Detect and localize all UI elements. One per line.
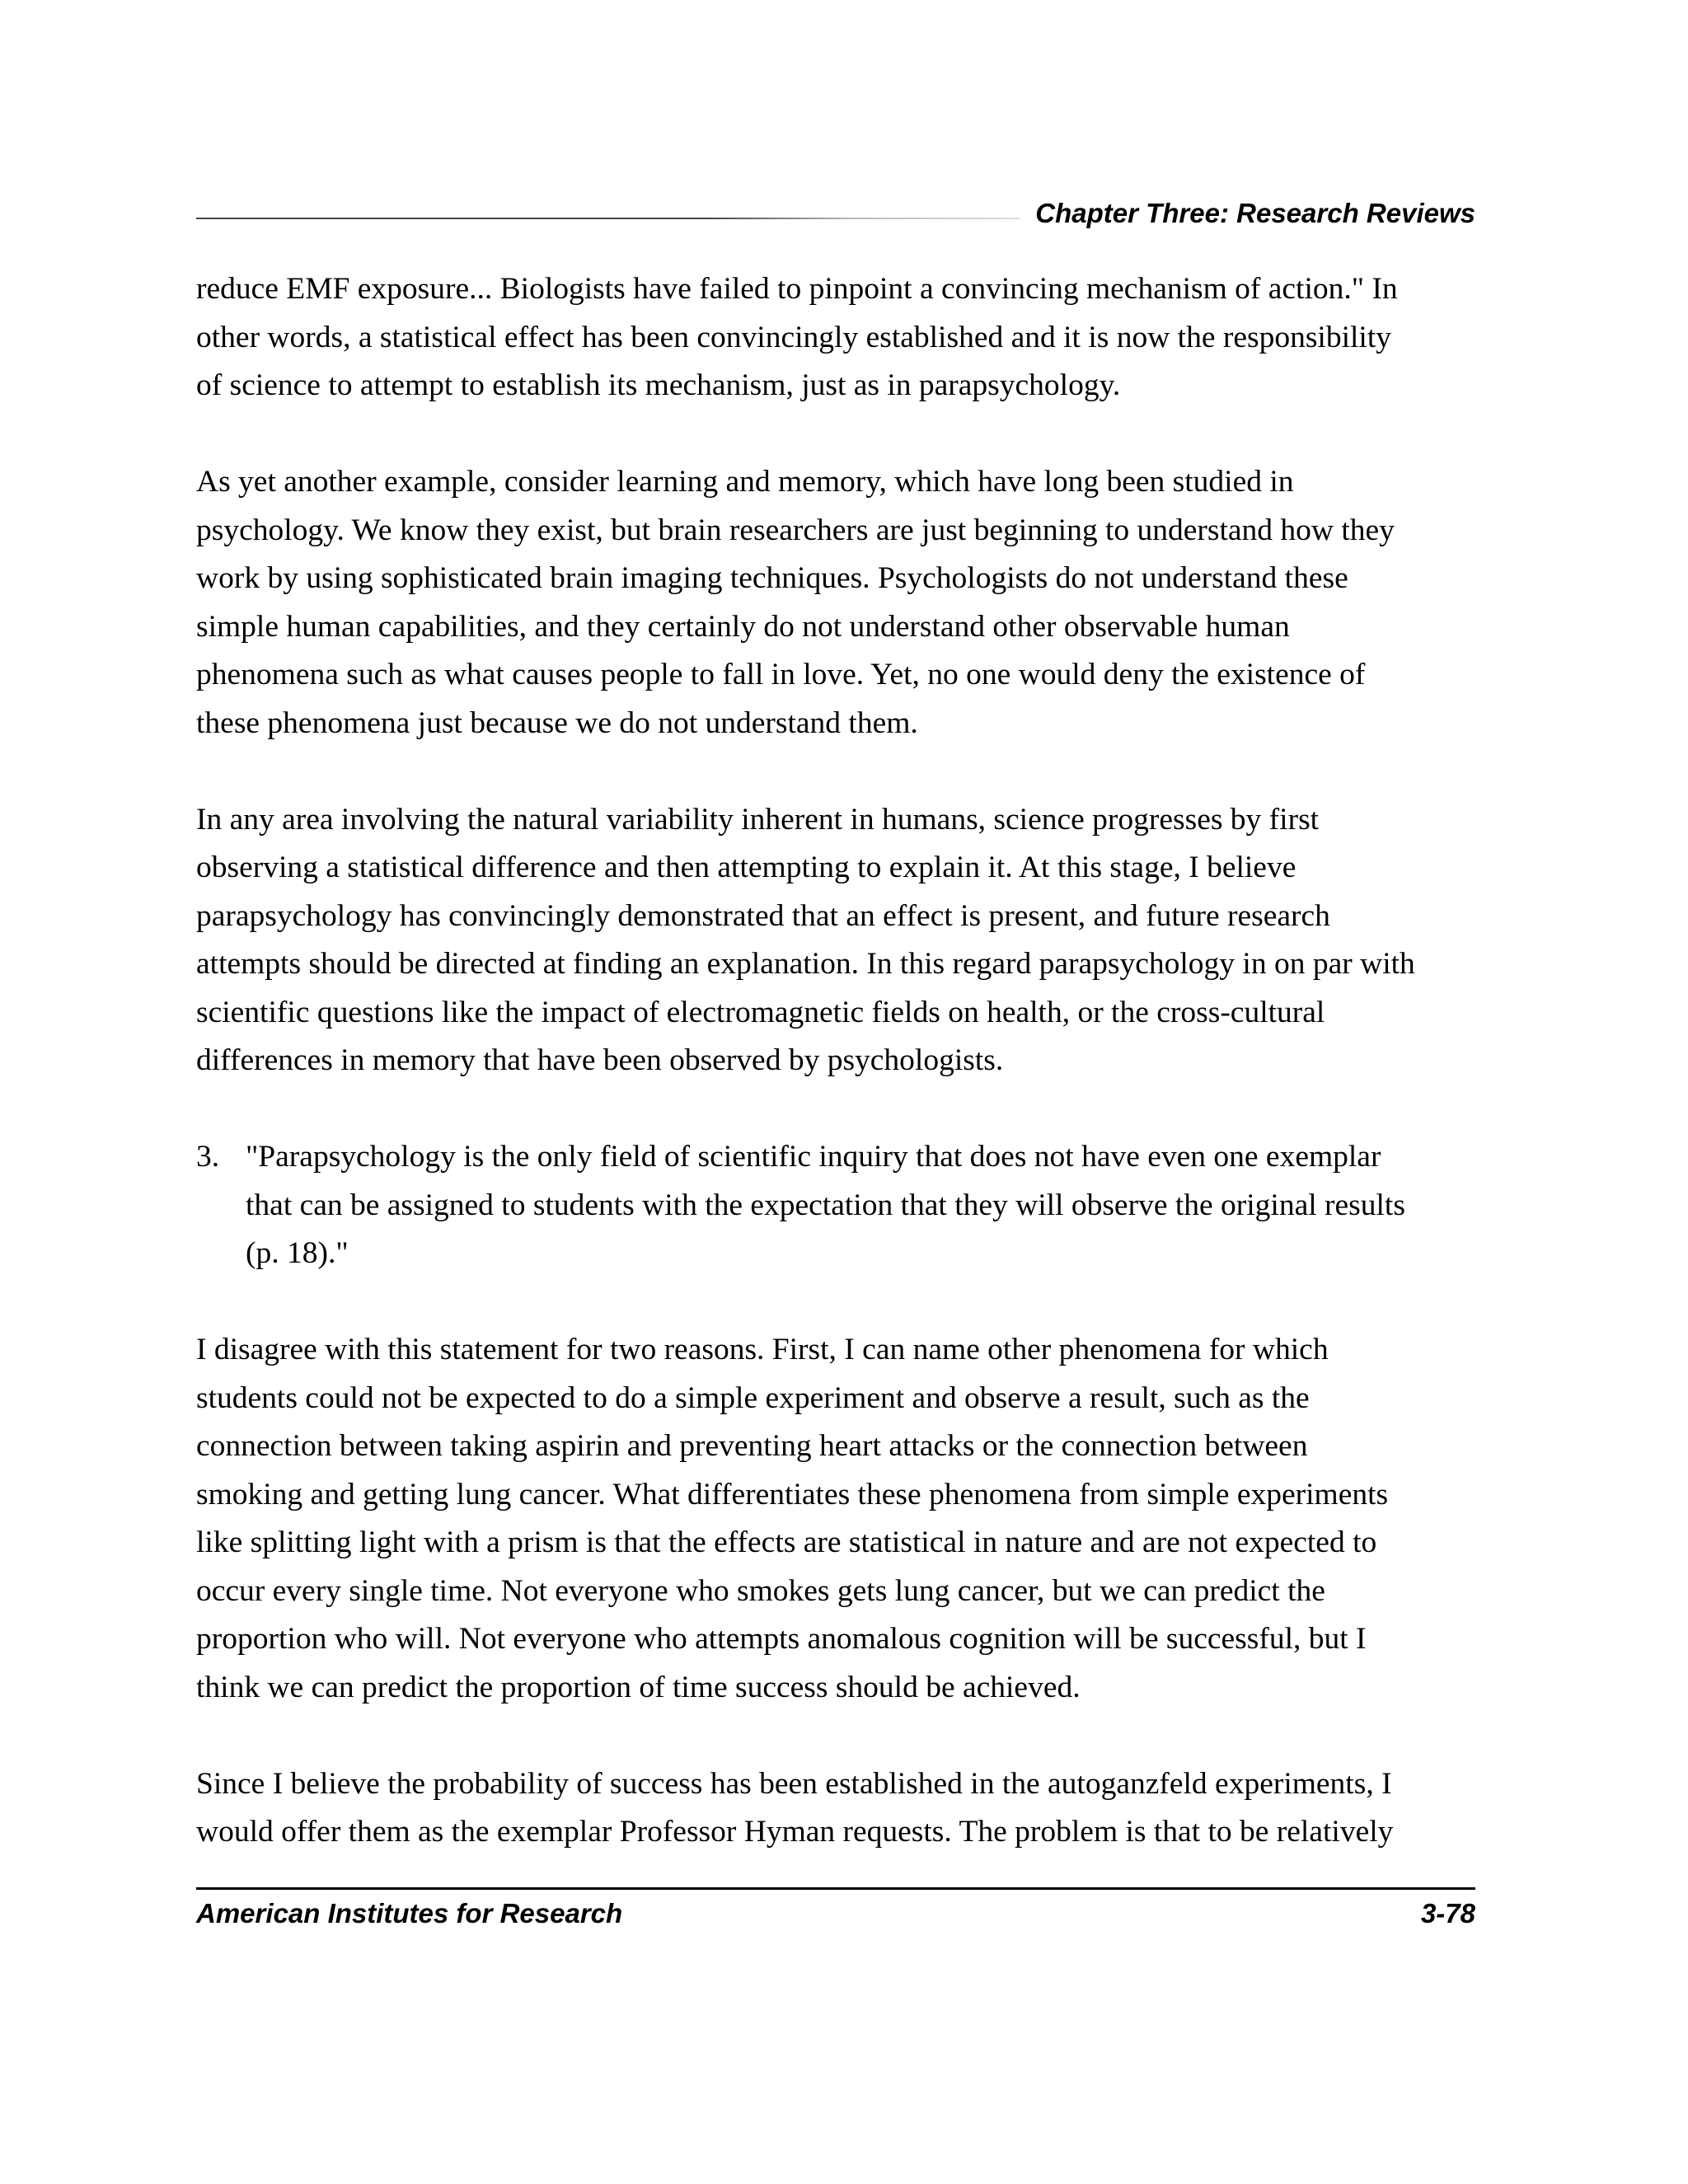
chapter-title: Chapter Three: Research Reviews — [1035, 198, 1475, 228]
header-rule — [196, 218, 1020, 219]
paragraph-natural-variability: In any area involving the natural variability inherent in humans, science progresses by first observing a statistical difference and then attempting to explain it. At this stage, I believe parapsychology has convincingly demonstrated that an effect is present, and future research attempts should be directed at finding an explanation. In this regard parapsychology in on par with scientific questions like the impact of electromagnetic fields on health, or the cross-cultural differences in memory that have been observed by psychologists. — [196, 802, 1415, 1077]
numbered-list-item — [196, 1133, 1498, 1278]
footer-rule — [196, 1887, 1475, 1890]
paragraph-disagree: I disagree with this statement for two reasons. First, I can name other phenomena for which students could not be expected to do a simple experiment and observe a result, such as the connection between taking aspirin and preventing heart attacks or the connection between smoking and getting lung cancer. What differentiates these phenomena from simple experiments like splitting light with a prism is that the effects are statistical in nature and are not expected to occur every single time. Not everyone who smokes gets lung cancer, but we can predict the proportion who will. Not everyone who attempts anomalous cognition will be successful, but I think we can predict the proportion of time success should be achieved. — [196, 1333, 1389, 1704]
paragraph-autoganzfeld: Since I believe the probability of success has been established in the autoganzfeld experiments, I would offer them as the exemplar Professor Hyman requests. The problem is that to be relatively — [196, 1766, 1394, 1849]
footer-organization: American Institutes for Research — [196, 1898, 623, 1929]
page-number: 3-78 — [1420, 1898, 1475, 1929]
list-item-number: 3. — [196, 1140, 220, 1174]
list-item-quote: "Parapsychology is the only field of scientific inquiry that does not have even one exemplar that can be assigned to students with the expectation that they will observe the original results (p. 18)." — [246, 1140, 1405, 1270]
body-text — [196, 265, 1498, 1905]
paragraph-emf: reduce EMF exposure... Biologists have failed to pinpoint a convincing mechanism of action." In other words, a statistical effect has been convincingly established and it is now the responsibility of science to attempt to establish its mechanism, just as in parapsychology. — [196, 272, 1398, 402]
paragraph-learning-memory: As yet another example, consider learning and memory, which have long been studied in psychology. We know they exist, but brain researchers are just beginning to understand how they work by using sophisticated brain imaging techniques. Psychologists do not understand these simple human capabilities, and they certainly do not understand other observable human phenomena such as what causes people to fall in love. Yet, no one would deny the existence of these phenomena just because we do not understand them. — [196, 465, 1395, 740]
